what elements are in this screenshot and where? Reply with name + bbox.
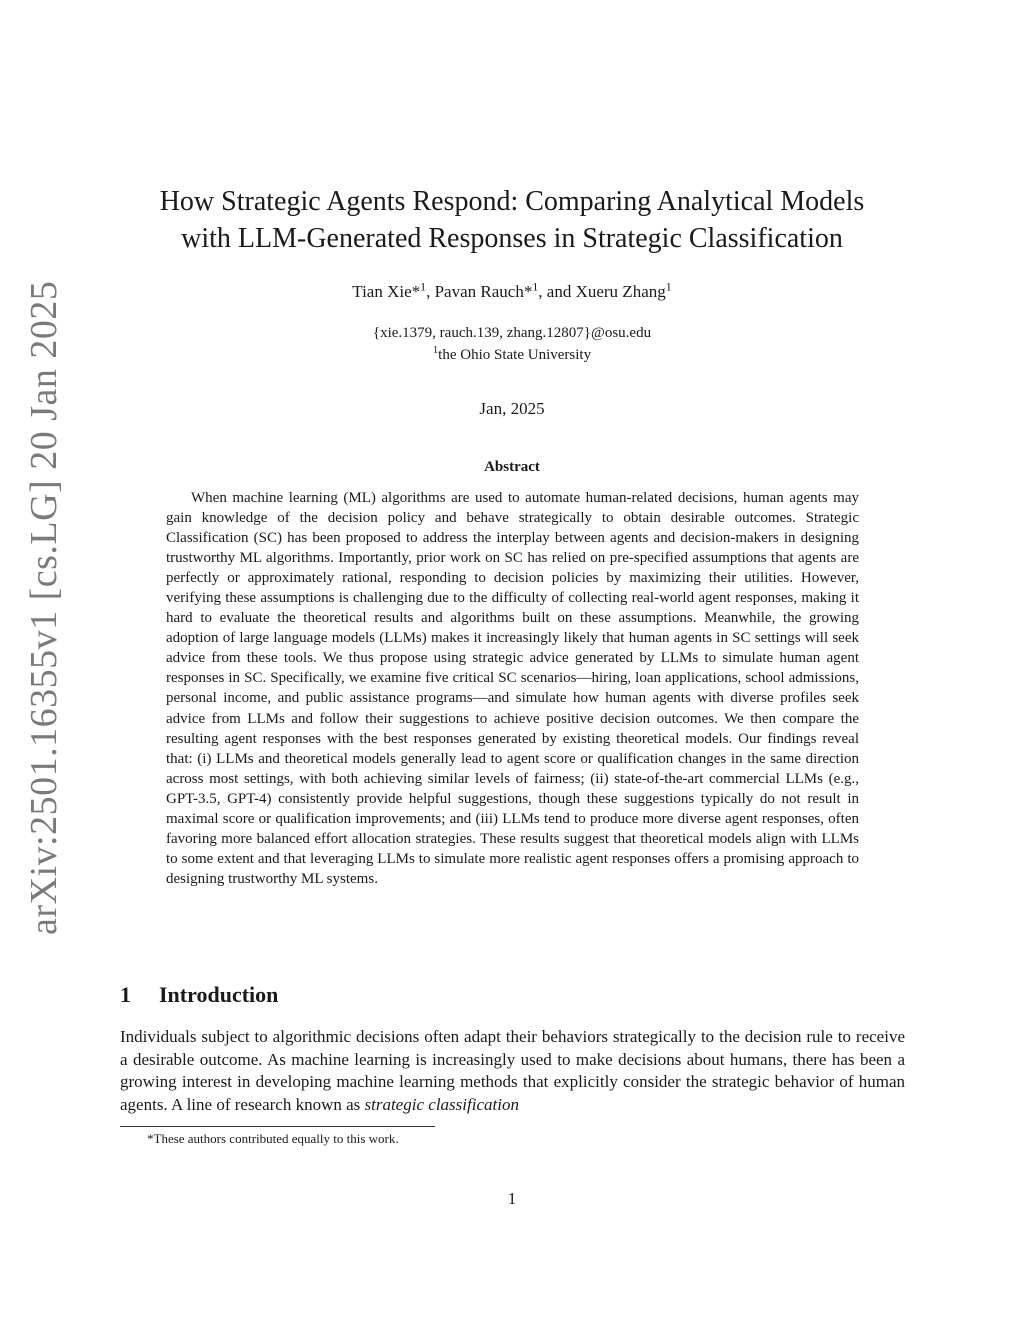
publication-date: Jan, 2025 [479,399,545,418]
paper-title [100,183,924,257]
author-separator: , and [538,282,576,301]
affiliation-line [100,344,924,366]
section-title: Introduction [159,982,279,1007]
title-line-1: How Strategic Agents Respond: Comparing Analytical Models [159,186,865,217]
section-number: 1 [120,982,131,1007]
affiliation-mark: 1 [432,345,439,356]
abstract-heading: Abstract [484,459,540,475]
arxiv-identifier-stamp: arXiv:2501.16355v1 [cs.LG] 20 Jan 2025 [23,280,65,935]
author-1-affil-mark: 1 [420,279,427,294]
author-emails: {xie.1379, rauch.139, zhang.12807}@osu.edu [372,325,652,341]
author-3-affil-mark: 1 [665,279,672,294]
title-line-2: with LLM-Generated Responses in Strategic Classification [181,223,843,254]
section-heading [120,980,278,1010]
affiliation-block [100,322,924,366]
author-separator: , [426,282,435,301]
author-2: Pavan Rauch* [434,282,533,301]
author-3: Xueru Zhang [575,282,666,301]
author-2-affil-mark: 1 [532,279,539,294]
page-number: 1 [507,1189,517,1208]
footnote-divider [120,1126,435,1127]
author-1: Tian Xie* [352,282,421,301]
introduction-paragraph [120,1026,905,1116]
abstract-text: When machine learning (ML) algorithms are used to automate human-related decisions, human agents may gain knowledge of the decision policy and behave strategically to obtain desirable outcomes. Strategic Classification (SC) has been proposed to address the interplay between agents and decision-makers in designing trustworthy ML algorithms. Importantly, prior work on SC has relied on pre-specified assumptions that agents are perfectly or approximately rational, responding to decision policies by maximizing their utilities. However, verifying these assumptions is challenging due to the difficulty of collecting real-world agent responses, making it hard to evaluate the theoretical results and algorithms built on these assumptions. Meanwhile, the growing adoption of large language models (LLMs) makes it increasingly likely that human agents in SC settings will seek advice from these tools. We thus propose using strategic advice generated by LLMs to simulate human agent responses in SC. Specifically, we examine five critical SC scenarios—hiring, loan applications, school admissions, personal income, and public assistance programs—and simulate how human agents with diverse profiles seek advice from LLMs and follow their suggestions to achieve positive decision outcomes. We then compare the resulting agent responses with the best responses generated by existing theoretical models. Our findings reveal that: (i) LLMs and theoretical models generally lead to agent score or qualification changes in the same direction across most settings, with both achieving similar levels of fairness; (ii) state-of-the-art commercial LLMs (e.g., GPT-3.5, GPT-4) consistently provide helpful suggestions, though these suggestions typically do not result in maximal score or qualification improvements; and (iii) LLMs tend to produce more diverse agent responses, often favoring more balanced effort allocation strategies. These results suggest that theoretical models align with LLMs to some extent and that leveraging LLMs to simulate more realistic agent responses offers a promising approach to designing trustworthy ML systems. [166,490,859,887]
footnote: *These authors contributed equally to this work. [147,1131,399,1146]
introduction-text: Individuals subject to algorithmic decisions often adapt their behaviors strategically to the decision rule to receive a desirable outcome. As machine learning is increasingly used to make decisions about humans, there has been a growing interest in developing machine learning methods that explicitly consider the strategic behavior of human agents. A line of research known as [120,1027,905,1114]
affiliation-name: the Ohio State University [438,347,592,363]
author-list [100,280,924,304]
introduction-emphasis: strategic classification [364,1094,519,1114]
